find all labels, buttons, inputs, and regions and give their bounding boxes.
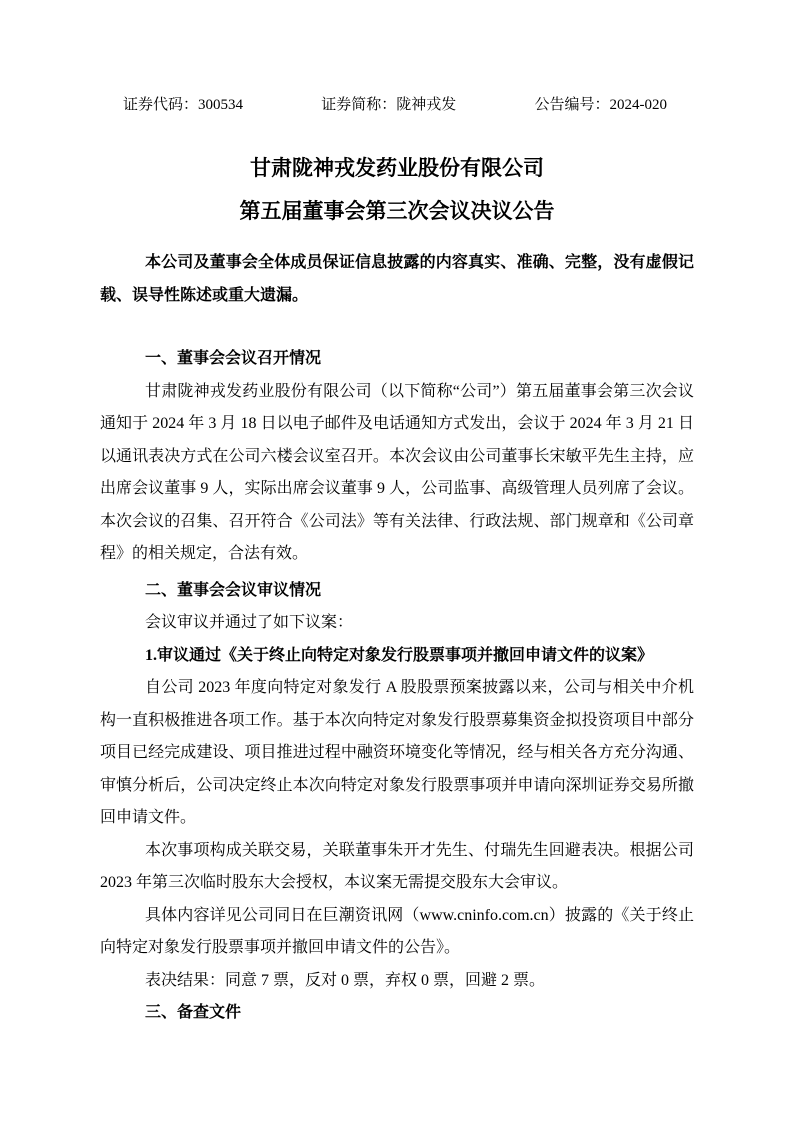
section-3-heading: 三、备查文件 bbox=[145, 1004, 242, 1021]
stock-code: 证券代码：300534 bbox=[123, 97, 244, 113]
announcement-title: 第五届董事会第三次会议决议公告 bbox=[239, 199, 555, 223]
section-2-heading: 二、董事会会议审议情况 bbox=[145, 581, 322, 599]
company-name: 甘肃陇神戎发药业股份有限公司 bbox=[250, 156, 544, 180]
stock-short-name: 证券简称：陇神戎发 bbox=[321, 97, 457, 113]
truthfulness-declaration: 本公司及董事会全体成员保证信息披露的内容真实、准确、完整，没有虚假记载、误导性陈述或重大遗漏。 bbox=[100, 254, 694, 304]
section-1-heading: 一、董事会会议召开情况 bbox=[145, 350, 322, 367]
vote-result: 表决结果：同意 7 票，反对 0 票，弃权 0 票，回避 2 票。 bbox=[145, 971, 546, 989]
section-1-paragraph: 甘肃陇神戎发药业股份有限公司（以下简称“公司”）第五届董事会第三次会议通知于 2024 年 3 月 18 日以电子邮件及电话通知方式发出，会议于 2024 年 3 月 21 日以通讯表决方式在公司六楼会议室召开。本次会议由公司董事长宋敏平先生主持，应出席会议董事 9 人，实际出席会议董事 9 人，公司监事、高级管理人员列席了会议。本次会议的召集、召开符合《公司法》等有关法律、行政法规、部门规章和《公司章程》的相关规定，合法有效。 bbox=[100, 382, 694, 562]
section-2-intro: 会议审议并通过了如下议案： bbox=[145, 614, 354, 631]
document-header-row bbox=[100, 94, 694, 116]
document-title bbox=[100, 147, 694, 233]
proposal-1-heading: 1.审议通过《关于终止向特定对象发行股票事项并撤回申请文件的议案》 bbox=[145, 646, 654, 664]
proposal-1-paragraph-1: 自公司 2023 年度向特定对象发行 A 股股票预案披露以来，公司与相关中介机构一直积极推进各项工作。基于本次向特定对象发行股票募集资金拟投资项目中部分项目已经完成建设、项目推进过程中融资环境变化等情况，经与相关各方充分沟通、审慎分析后，公司决定终止本次向特定对象发行股票事项并申请向深圳证券交易所撤回申请文件。 bbox=[100, 679, 694, 826]
proposal-1-paragraph-3: 具体内容详见公司同日在巨潮资讯网（www.cninfo.com.cn）披露的《关于终止向特定对象发行股票事项并撤回申请文件的公告》。 bbox=[100, 906, 694, 956]
proposal-1-paragraph-2: 本次事项构成关联交易，关联董事朱开才先生、付瑞先生回避表决。根据公司 2023 年第三次临时股东大会授权，本议案无需提交股东大会审议。 bbox=[100, 841, 694, 891]
announcement-number: 公告编号：2024-020 bbox=[534, 97, 667, 113]
